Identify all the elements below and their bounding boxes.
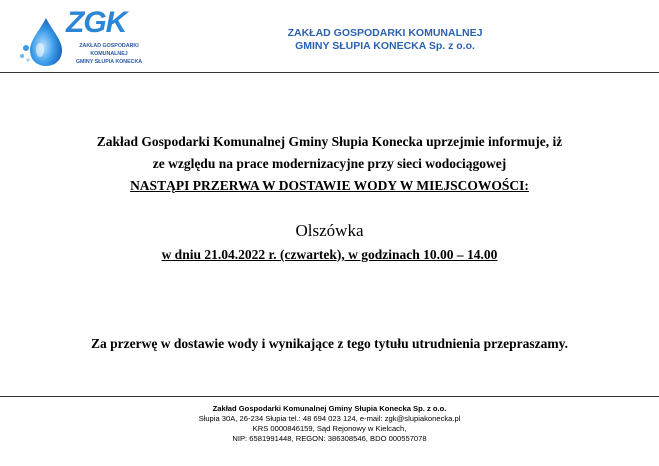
- logo-line-1: ZAKŁAD GOSPODARKI: [79, 43, 139, 49]
- notice-place: Olszówka: [295, 221, 364, 240]
- footer-krs: KRS 0000846159, Sąd Rejonowy w Kielcach,: [252, 424, 407, 433]
- footer-ids: NIP: 6581991448, REGON: 386308546, BDO 000557078: [232, 434, 427, 443]
- header-company-line-1: ZAKŁAD GOSPODARKI KOMUNALNEJ: [287, 27, 483, 39]
- footer-rule: [0, 396, 659, 397]
- logo-line-3: GMINY SŁUPIA KONECKA: [75, 59, 143, 65]
- header-rule: [0, 72, 659, 73]
- notice-line-1: Zakład Gospodarki Komunalnej Gminy Słupia Konecka uprzejmie informuje, iż: [96, 134, 563, 149]
- logo-mark: ZGK: [66, 6, 127, 39]
- notice-line-2: ze względu na prace modernizacyjne przy sieci wodociągowej: [152, 156, 507, 171]
- footer-address: Słupia 30A, 26-234 Słupia tel.: 48 694 023 124, e-mail: zgk@slupiakonecka.pl: [198, 414, 461, 423]
- water-drop-icon: [18, 16, 64, 68]
- notice-date: w dniu 21.04.2022 r. (czwartek), w godzinach 10.00 – 14.00: [161, 247, 498, 262]
- company-logo: [18, 6, 148, 70]
- logo-line-2: KOMUNALNEJ: [90, 51, 128, 57]
- footer-company: Zakład Gospodarki Komunalnej Gminy Słupia Konecka Sp. z o.o.: [212, 404, 447, 413]
- header-company-line-2: GMINY SŁUPIA KONECKA Sp. z o.o.: [295, 40, 475, 52]
- notice-line-3: NASTĄPI PRZERWA W DOSTAWIE WODY W MIEJSCOWOŚCI:: [130, 178, 529, 193]
- notice-apology: Za przerwę w dostawie wody i wynikające z tego tytułu utrudnienia przepraszamy.: [91, 336, 568, 351]
